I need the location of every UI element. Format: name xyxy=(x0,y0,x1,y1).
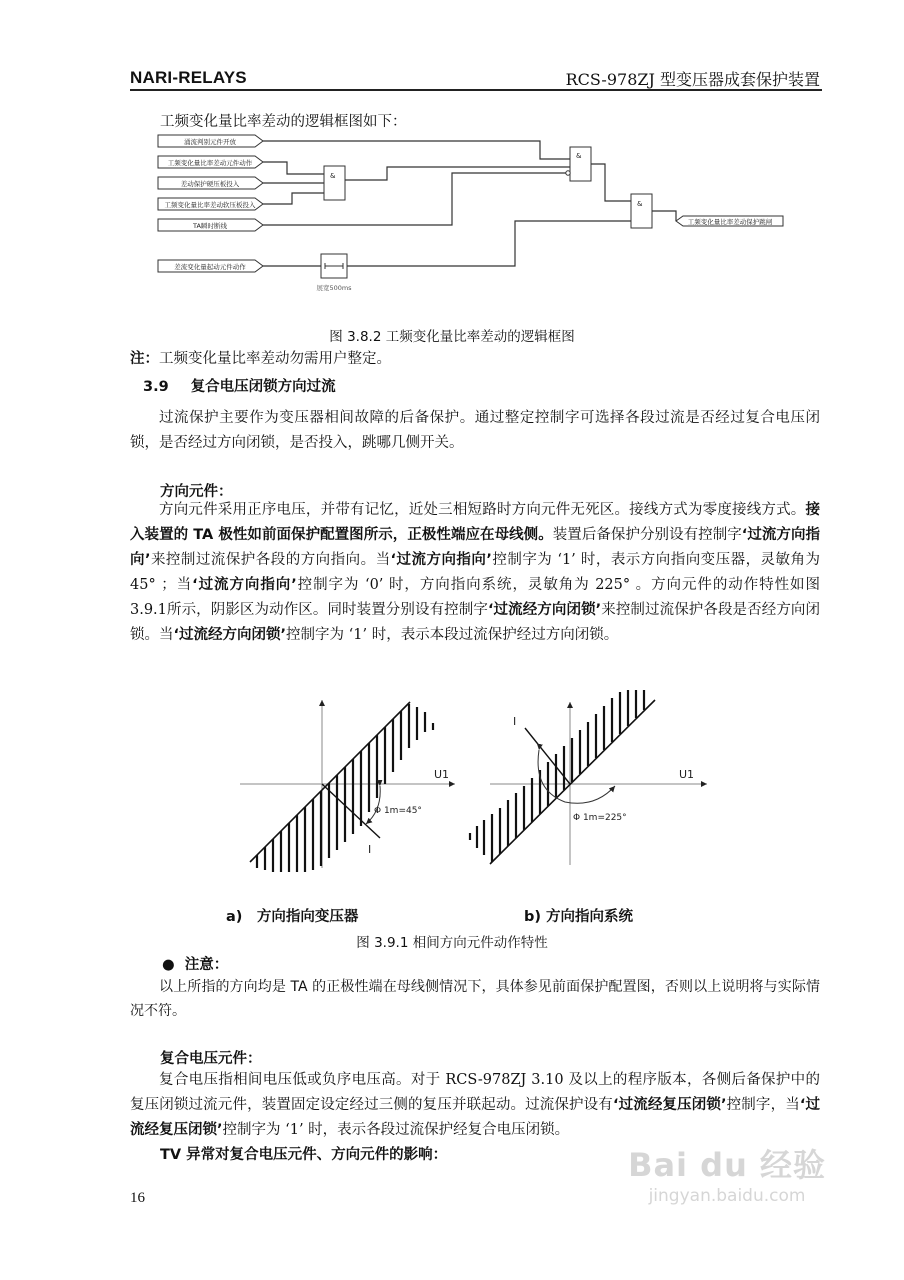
section-title: 复合电压闭锁方向过流 xyxy=(190,379,336,395)
attention-heading: ● 注意： xyxy=(162,957,229,973)
inverter-bubble xyxy=(566,171,570,175)
document-title: RCS-978ZJ 型变压器成套保护装置 xyxy=(565,70,820,89)
current-vector-label: I xyxy=(513,715,517,728)
subfigure-caption-b: b) 方向指向系统 xyxy=(524,909,634,925)
sensitive-angle-label: Φ 1m=45° xyxy=(374,806,422,816)
page-number: 16 xyxy=(130,1190,145,1206)
input-label: 工频变化量比率差动元件动作 xyxy=(167,159,253,167)
hatch-lines xyxy=(470,690,644,862)
brand-logo-text: NARI-RELAYS xyxy=(130,68,247,87)
subfigure-caption-a: a) 方向指向变压器 xyxy=(226,909,359,925)
current-vector-label: I xyxy=(368,843,372,856)
logic-diagram-intro: 工频变化量比率差动的逻辑框图如下： xyxy=(160,114,407,130)
axis-label-u1: U1 xyxy=(679,768,695,781)
direction-element-paragraph: 方向元件采用正序电压，并带有记忆，近处三相短路时方向元件无死区。接线方式为零度接线方式。接入装置的 TA 极性如前面保护配置图所示，正极性端应在母线侧。装置后备保护分别设有控制字‘过流方向指向’来控制过流保护各段的方向指向。当‘过流方向指向’控制字为 ‘1’ 时，表示方向指向变压器，灵敏角为 45° ；当‘过流方向指向’控制字为 ‘0’ 时，方向指向系统，灵敏角为 225° 。方向元件的动作特性如图 3.9.1所示，阴影区为动作区。同时装置分别设有控制字‘过流经方向闭锁’来控制过流保护各段是否经方向闭锁。当‘过流经方向闭锁’控制字为 ‘1’ 时，表示本段过流保护经过方向闭锁。 xyxy=(130,502,820,643)
baidu-watermark xyxy=(628,1140,826,1206)
axis-label-u1: U1 xyxy=(434,768,450,781)
output-label: 工频变化量比率差动保护跳闸 xyxy=(687,218,773,226)
header-divider xyxy=(130,89,822,91)
direction-element-heading: 方向元件： xyxy=(160,484,233,500)
input-label: 差流变化量起动元件动作 xyxy=(174,263,246,271)
timer-label: 展宽500ms xyxy=(316,284,352,292)
input-label: 工频变化量比率差动软压板投入 xyxy=(164,201,256,209)
figure-caption-382: 图 3.8.2 工频变化量比率差动的逻辑框图 xyxy=(329,329,575,345)
gate-symbol: & xyxy=(330,172,336,180)
watermark-url: jingyan.baidu.com xyxy=(648,1186,806,1206)
figure-caption-391: 图 3.9.1 相间方向元件动作特性 xyxy=(356,935,548,951)
gate-symbol: & xyxy=(637,200,643,208)
hatch-lines xyxy=(257,704,433,872)
attention-text: 以上所指的方向均是 TA 的正极性端在母线侧情况下，具体参见前面保护配置图，否则以上说明将与实际情况不符。 xyxy=(130,979,820,1019)
characteristic-diagram-a xyxy=(230,690,460,880)
input-label: 涌流判别元件开放 xyxy=(184,138,236,146)
note xyxy=(130,347,391,371)
note-text: 工频变化量比率差动勿需用户整定。 xyxy=(159,351,391,367)
note-label: 注： xyxy=(130,351,159,367)
section-intro-paragraph: 过流保护主要作为变压器相间故障的后备保护。通过整定控制字可选择各段过流是否经过复合电压闭锁，是否经过方向闭锁，是否投入，跳哪几侧开关。 xyxy=(130,410,820,451)
characteristic-diagram-b xyxy=(455,690,715,880)
input-label: 差动保护硬压板投入 xyxy=(180,180,240,188)
input-label: TA瞬时断线 xyxy=(193,222,227,230)
composite-voltage-heading: 复合电压元件： xyxy=(160,1051,262,1067)
sensitive-angle-label: Φ 1m=225° xyxy=(573,813,627,823)
watermark-logo: Bai du 经验 xyxy=(628,1146,826,1184)
section-number: 3.9 xyxy=(143,379,169,395)
composite-voltage-paragraph: 复合电压指相间电压低或负序电压高。对于 RCS-978ZJ 3.10 及以上的程序版本，各侧后备保护中的复压闭锁过流元件，装置固定设定经过三侧的复压并联起动。过流保护设有‘过流经复压闭锁’控制字，当‘过流经复压闭锁’控制字为 ‘1’ 时，表示各段过流保护经复合电压闭锁。 xyxy=(130,1072,820,1138)
logic-block-diagram xyxy=(150,130,800,300)
section-heading xyxy=(143,375,336,396)
gate-symbol: & xyxy=(576,152,582,160)
bullet-icon: ● xyxy=(162,957,175,973)
tv-abnormal-heading: TV 异常对复合电压元件、方向元件的影响： xyxy=(160,1147,448,1163)
